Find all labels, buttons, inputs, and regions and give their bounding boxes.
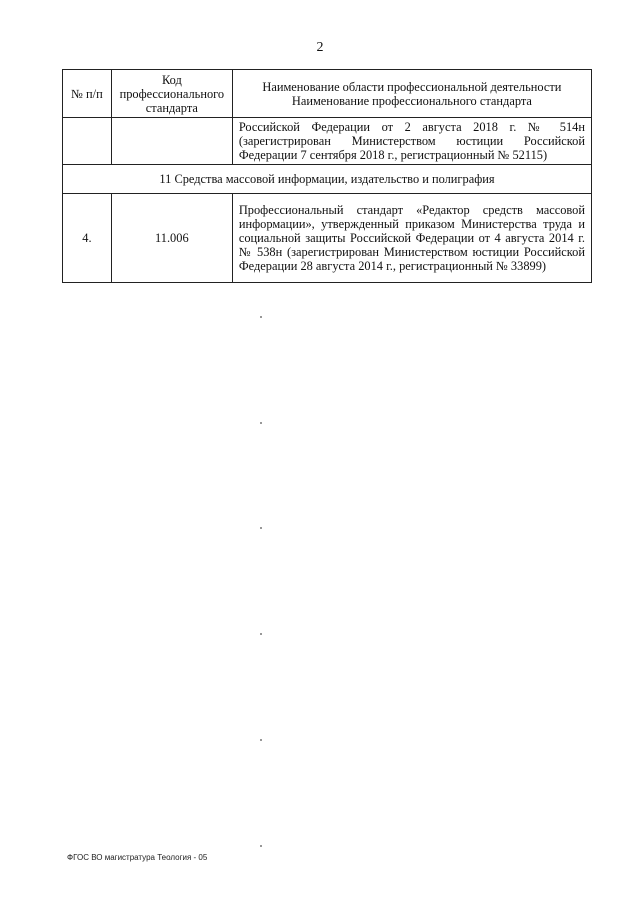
scan-speck bbox=[260, 316, 262, 318]
cell-text: Профессиональный стандарт «Редактор средств массовой информации», утвержденный приказом Министерства труда и социальной защиты Российской Федерации от 4 августа 2014 г. № 538н (зарегистрирован Министерством юстиции Российской Федерации 28 августа 2014 г., регистрационный № 33899) bbox=[232, 194, 591, 283]
professional-standards-table bbox=[62, 69, 592, 283]
table-header-row bbox=[63, 70, 592, 118]
cell-text: Российской Федерации от 2 августа 2018 г. № 514н (зарегистрирован Министерством юстиции Российской Федерации 7 сентября 2018 г., регистрационный № 52115) bbox=[232, 118, 591, 165]
scan-speck bbox=[260, 527, 262, 529]
cell-code bbox=[111, 118, 232, 165]
scan-speck bbox=[260, 845, 262, 847]
header-num: № п/п bbox=[63, 70, 112, 118]
cell-num: 4. bbox=[63, 194, 112, 283]
header-name bbox=[232, 70, 591, 118]
page-number: 2 bbox=[316, 40, 324, 55]
table-section-row bbox=[63, 165, 592, 194]
table-row-continuation bbox=[63, 118, 592, 165]
header-name-line2: Наименование профессионального стандарта bbox=[291, 93, 532, 108]
scan-speck bbox=[260, 422, 262, 424]
scan-speck bbox=[260, 739, 262, 741]
document-footer: ФГОС ВО магистратура Теология - 05 bbox=[67, 853, 208, 862]
header-name-line1: Наименование области профессиональной деятельности bbox=[262, 79, 562, 94]
cell-code: 11.006 bbox=[111, 194, 232, 283]
header-code: Код профессионального стандарта bbox=[111, 70, 232, 118]
cell-num bbox=[63, 118, 112, 165]
scan-speck bbox=[260, 633, 262, 635]
section-heading: 11 Средства массовой информации, издательство и полиграфия bbox=[63, 165, 592, 194]
table-row bbox=[63, 194, 592, 283]
